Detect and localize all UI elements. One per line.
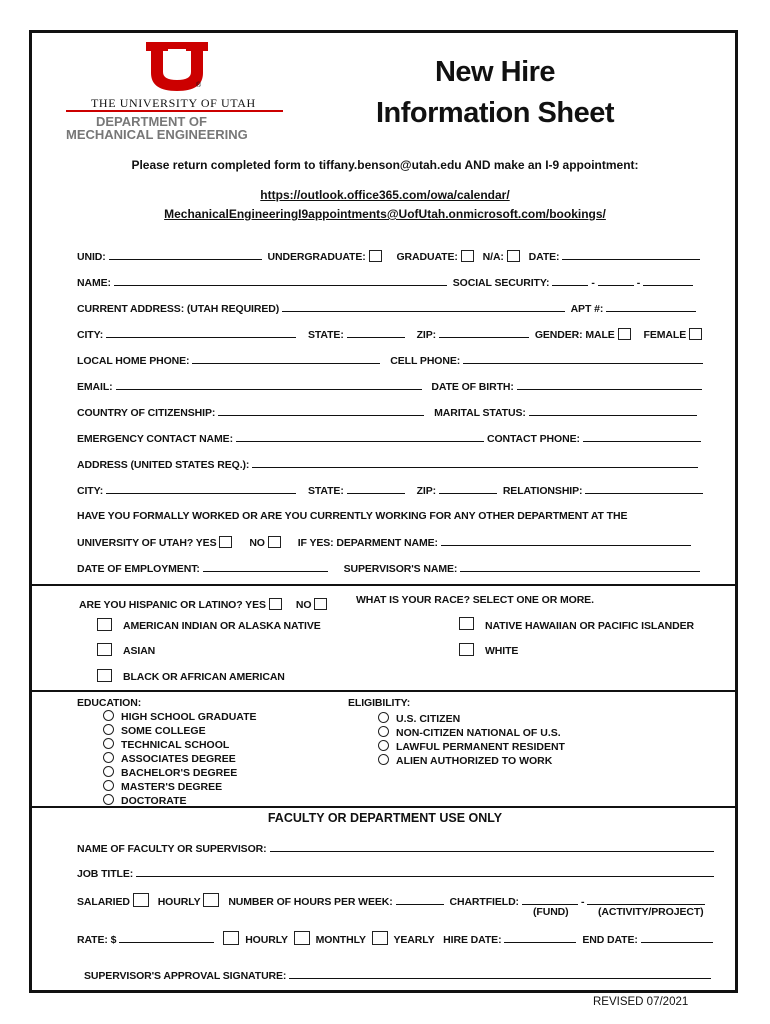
radio-circle[interactable] xyxy=(103,724,114,735)
salaried-checkbox[interactable] xyxy=(133,893,149,907)
education-option[interactable]: HIGH SCHOOL GRADUATE xyxy=(103,710,257,724)
department-name-label: IF YES: DEPARMENT NAME: xyxy=(297,537,438,549)
row-name xyxy=(77,276,696,289)
monthly-label: MONTHLY xyxy=(315,934,366,946)
hispanic-no-checkbox[interactable] xyxy=(314,598,327,610)
female-checkbox[interactable] xyxy=(689,328,702,340)
radio-circle[interactable] xyxy=(103,780,114,791)
hire-date-field[interactable] xyxy=(504,933,576,943)
citizenship-label: COUNTRY OF CITIZENSHIP: xyxy=(77,407,216,419)
na-label: N/A: xyxy=(482,251,504,263)
race-checkbox[interactable] xyxy=(97,669,112,682)
row-city xyxy=(77,328,708,341)
race-option: WHITE xyxy=(485,645,519,657)
zip-label: ZIP: xyxy=(416,329,436,341)
relationship-field[interactable] xyxy=(585,484,703,494)
cell-phone-label: CELL PHONE: xyxy=(390,355,461,367)
us-address-label: ADDRESS (UNITED STATES REQ.): xyxy=(77,459,250,471)
education-option[interactable]: SOME COLLEGE xyxy=(103,724,257,738)
worked-no-checkbox[interactable] xyxy=(268,536,281,548)
cell-phone-field[interactable] xyxy=(463,354,703,364)
row-signature xyxy=(84,969,714,982)
employment-date-label: DATE OF EMPLOYMENT: xyxy=(77,563,200,575)
revised-date: REVISED 07/2021 xyxy=(593,996,689,1008)
emergency-contact-field[interactable] xyxy=(236,432,484,442)
row-email xyxy=(77,380,705,393)
race-checkbox[interactable] xyxy=(97,618,112,631)
hourly-checkbox[interactable] xyxy=(203,893,219,907)
row-rate xyxy=(77,931,716,946)
activity-project-caption: (ACTIVITY/PROJECT) xyxy=(598,906,704,918)
apt-field[interactable] xyxy=(606,302,696,312)
chartfield-separator: - xyxy=(580,896,585,908)
approval-signature-field[interactable] xyxy=(289,969,711,979)
city-field[interactable] xyxy=(106,328,296,338)
logo-divider xyxy=(66,110,283,112)
department-use-heading: FACULTY OR DEPARTMENT USE ONLY xyxy=(267,811,503,825)
university-name: THE UNIVERSITY OF UTAH xyxy=(91,96,256,110)
race-option: AMERICAN INDIAN OR ALASKA NATIVE xyxy=(123,620,321,632)
marital-status-field[interactable] xyxy=(529,406,697,416)
city2-field[interactable] xyxy=(106,484,296,494)
apt-label: APT #: xyxy=(570,303,604,315)
supervisor-name-label: SUPERVISOR'S NAME: xyxy=(343,563,458,575)
name-field[interactable] xyxy=(114,276,447,286)
radio-circle[interactable] xyxy=(378,726,389,737)
end-date-label: END DATE: xyxy=(582,934,638,946)
date-label: DATE: xyxy=(528,251,560,263)
row-current-address xyxy=(77,302,699,315)
page-title-line2: Information Sheet xyxy=(375,97,614,129)
relationship-label: RELATIONSHIP: xyxy=(502,485,583,497)
row-city2 xyxy=(77,484,706,497)
emergency-contact-label: EMERGENCY CONTACT NAME: xyxy=(77,433,233,445)
row-job-title xyxy=(77,867,717,880)
contact-phone-field[interactable] xyxy=(583,432,701,442)
email-label: EMAIL: xyxy=(77,381,113,393)
row-faculty-name xyxy=(77,842,717,855)
hispanic-yes-checkbox[interactable] xyxy=(269,598,282,610)
salaried-label: SALARIED xyxy=(77,896,130,908)
dob-label: DATE OF BIRTH: xyxy=(431,381,514,393)
eligibility-option[interactable]: LAWFUL PERMANENT RESIDENT xyxy=(378,740,565,754)
undergraduate-label: UNDERGRADUATE: xyxy=(267,251,366,263)
section-divider xyxy=(32,690,735,692)
faculty-name-label: NAME OF FACULTY OR SUPERVISOR: xyxy=(77,843,267,855)
zip-field[interactable] xyxy=(439,328,529,338)
rate-hourly-label: HOURLY xyxy=(245,934,288,946)
yearly-checkbox[interactable] xyxy=(372,931,388,945)
row-employment xyxy=(77,562,703,575)
hours-per-week-label: NUMBER OF HOURS PER WEEK: xyxy=(228,896,393,908)
page-title-line1: New Hire xyxy=(434,56,556,88)
monthly-checkbox[interactable] xyxy=(294,931,310,945)
job-title-label: JOB TITLE: xyxy=(77,868,134,880)
supervisor-name-field[interactable] xyxy=(460,562,700,572)
eligibility-options xyxy=(378,712,565,768)
unid-label: UNID: xyxy=(77,251,106,263)
hispanic-label: ARE YOU HISPANIC OR LATINO? YES xyxy=(79,599,266,611)
zip2-label: ZIP: xyxy=(416,485,436,497)
city-label: CITY: xyxy=(77,329,104,341)
education-option[interactable]: MASTER'S DEGREE xyxy=(103,780,257,794)
state2-label: STATE: xyxy=(307,485,344,497)
worked-no-label: NO xyxy=(249,537,265,549)
worked-yes-label: UNIVERSITY OF UTAH? YES xyxy=(77,537,217,549)
chartfield-label: CHARTFIELD: xyxy=(449,896,519,908)
date-field[interactable] xyxy=(562,250,700,260)
radio-circle[interactable] xyxy=(103,766,114,777)
ssn-label: SOCIAL SECURITY: xyxy=(452,277,550,289)
undergraduate-checkbox[interactable] xyxy=(369,250,382,262)
eligibility-option[interactable]: U.S. CITIZEN xyxy=(378,712,565,726)
race-option: BLACK OR AFRICAN AMERICAN xyxy=(123,671,285,683)
row-hispanic xyxy=(79,598,333,611)
department-line2: MECHANICAL ENGINEERING xyxy=(66,127,248,142)
worked-yes-checkbox[interactable] xyxy=(219,536,232,548)
contact-phone-label: CONTACT PHONE: xyxy=(486,433,580,445)
state-field[interactable] xyxy=(347,328,405,338)
city2-label: CITY: xyxy=(77,485,104,497)
eligibility-option[interactable]: ALIEN AUTHORIZED TO WORK xyxy=(378,754,565,768)
row-emergency xyxy=(77,432,704,445)
graduate-checkbox[interactable] xyxy=(461,250,474,262)
booking-link-line2[interactable]: MechanicalEngineeringI9appointments@UofUtah.onmicrosoft.com/bookings/ xyxy=(164,207,606,221)
home-phone-label: LOCAL HOME PHONE: xyxy=(77,355,190,367)
job-title-field[interactable] xyxy=(136,867,714,877)
department-name-field[interactable] xyxy=(441,536,691,546)
current-address-field[interactable] xyxy=(282,302,565,312)
graduate-label: GRADUATE: xyxy=(396,251,458,263)
row-citizenship xyxy=(77,406,700,419)
radio-circle[interactable] xyxy=(378,754,389,765)
booking-link-line1[interactable]: https://outlook.office365.com/owa/calendar/ xyxy=(260,188,510,202)
radio-circle[interactable] xyxy=(103,710,114,721)
rate-hourly-checkbox[interactable] xyxy=(223,931,239,945)
radio-circle[interactable] xyxy=(103,794,114,805)
fund-caption: (FUND) xyxy=(533,906,569,918)
radio-circle[interactable] xyxy=(378,712,389,723)
hours-per-week-field[interactable] xyxy=(396,895,444,905)
end-date-field[interactable] xyxy=(641,933,713,943)
race-checkbox[interactable] xyxy=(97,643,112,656)
education-option[interactable]: ASSOCIATES DEGREE xyxy=(103,752,257,766)
rate-label: RATE: $ xyxy=(77,934,117,946)
marital-status-label: MARITAL STATUS: xyxy=(434,407,526,419)
row-phones xyxy=(77,354,706,367)
department-line1: DEPARTMENT OF xyxy=(96,114,207,129)
education-option[interactable]: DOCTORATE xyxy=(103,794,257,808)
ssn-part2-field[interactable] xyxy=(598,276,634,286)
race-option: NATIVE HAWAIIAN OR PACIFIC ISLANDER xyxy=(485,620,695,632)
zip2-field[interactable] xyxy=(439,484,497,494)
state2-field[interactable] xyxy=(347,484,405,494)
home-phone-field[interactable] xyxy=(192,354,380,364)
ssn-separator: - xyxy=(591,277,595,289)
radio-circle[interactable] xyxy=(378,740,389,751)
dob-field[interactable] xyxy=(517,380,702,390)
ssn-part1-field[interactable] xyxy=(552,276,588,286)
row-worked-answer xyxy=(77,536,694,549)
unid-field[interactable] xyxy=(109,250,262,260)
eligibility-label: ELIGIBILITY: xyxy=(348,697,411,709)
hispanic-no-label: NO xyxy=(295,599,312,611)
approval-signature-label: SUPERVISOR'S APPROVAL SIGNATURE: xyxy=(84,970,287,982)
chartfield-fund-field[interactable] xyxy=(522,895,578,905)
yearly-label: YEARLY xyxy=(393,934,435,946)
race-question: WHAT IS YOUR RACE? SELECT ONE OR MORE. xyxy=(356,594,594,606)
eligibility-option[interactable]: NON-CITIZEN NATIONAL OF U.S. xyxy=(378,726,565,740)
email-field[interactable] xyxy=(116,380,422,390)
row-us-address xyxy=(77,458,701,471)
education-option[interactable]: TECHNICAL SCHOOL xyxy=(103,738,257,752)
radio-circle[interactable] xyxy=(103,752,114,763)
section-divider xyxy=(32,806,735,808)
state-label: STATE: xyxy=(307,329,344,341)
race-checkbox[interactable] xyxy=(459,643,474,656)
na-checkbox[interactable] xyxy=(507,250,520,262)
ssn-separator: - xyxy=(636,277,641,289)
row-unid xyxy=(77,250,703,263)
race-checkbox[interactable] xyxy=(459,617,474,630)
ssn-part3-field[interactable] xyxy=(643,276,693,286)
current-address-label: CURRENT ADDRESS: (UTAH REQUIRED) xyxy=(77,303,280,315)
instructions-text: Please return completed form to tiffany.benson@utah.edu AND make an I-9 appointment: xyxy=(131,158,639,172)
hire-date-label: HIRE DATE: xyxy=(443,934,502,946)
employment-date-field[interactable] xyxy=(203,562,328,572)
education-options xyxy=(103,710,257,808)
citizenship-field[interactable] xyxy=(218,406,424,416)
worked-question: HAVE YOU FORMALLY WORKED OR ARE YOU CURRENTLY WORKING FOR ANY OTHER DEPARTMENT AT THE xyxy=(77,510,628,522)
us-address-field[interactable] xyxy=(252,458,698,468)
male-checkbox[interactable] xyxy=(618,328,631,340)
chartfield-activity-field[interactable] xyxy=(587,895,705,905)
race-option: ASIAN xyxy=(123,645,156,657)
education-label: EDUCATION: xyxy=(77,697,142,709)
education-option[interactable]: BACHELOR'S DEGREE xyxy=(103,766,257,780)
section-divider xyxy=(32,584,735,586)
faculty-name-field[interactable] xyxy=(270,842,714,852)
registered-mark: ® xyxy=(196,82,202,89)
hourly-label: HOURLY xyxy=(157,896,201,908)
female-label: FEMALE xyxy=(643,329,687,341)
gender-male-label: GENDER: MALE xyxy=(534,329,615,341)
rate-field[interactable] xyxy=(119,933,214,943)
radio-circle[interactable] xyxy=(103,738,114,749)
name-label: NAME: xyxy=(77,277,111,289)
